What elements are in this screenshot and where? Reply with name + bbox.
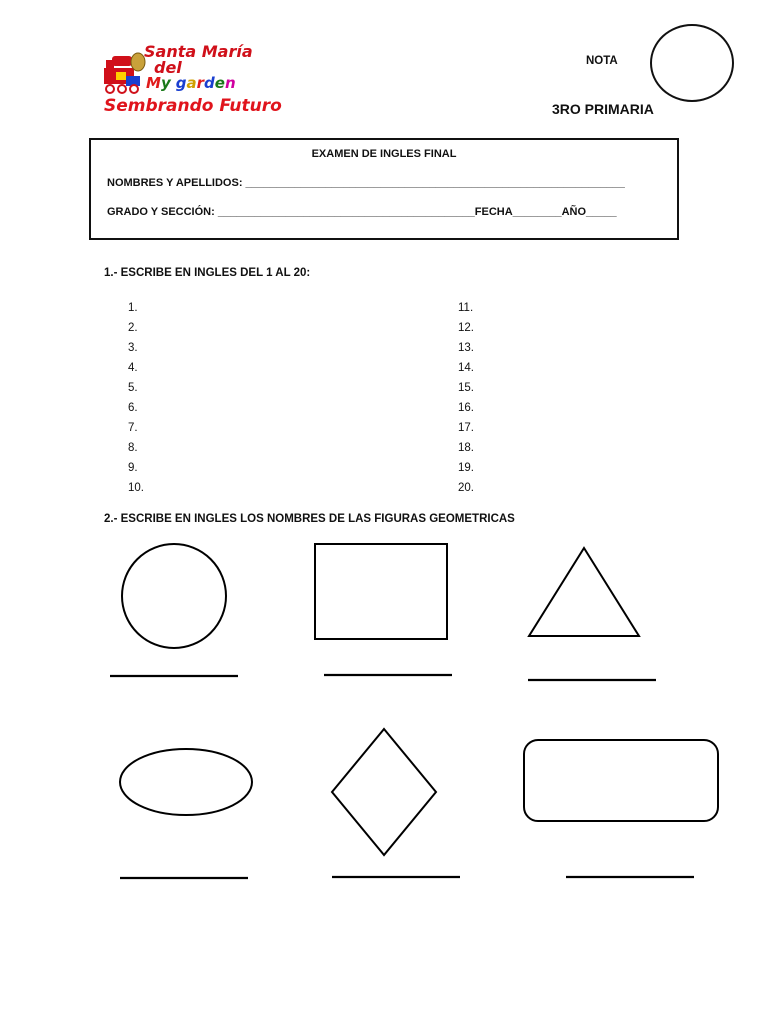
number-item: 7. bbox=[128, 422, 138, 434]
circle-figure bbox=[122, 544, 226, 648]
logo-text-line2: del bbox=[154, 58, 182, 77]
grade-level: 3RO PRIMARIA bbox=[552, 101, 654, 117]
exam-title: EXAMEN DE INGLES FINAL bbox=[311, 148, 457, 160]
rectangle-figure bbox=[315, 544, 447, 639]
number-item: 3. bbox=[128, 342, 138, 354]
number-item: 16. bbox=[458, 402, 474, 414]
triangle-figure bbox=[529, 548, 639, 636]
logo-text-my-garden: My garden bbox=[146, 74, 236, 92]
number-item: 2. bbox=[128, 322, 138, 334]
number-item: 11. bbox=[458, 302, 474, 314]
number-item: 20. bbox=[458, 482, 474, 494]
number-item: 5. bbox=[128, 382, 138, 394]
nota-label: NOTA bbox=[586, 55, 618, 67]
number-item: 15. bbox=[458, 382, 474, 394]
numbers-list-right bbox=[458, 298, 474, 498]
school-logo bbox=[100, 42, 282, 122]
number-item: 4. bbox=[128, 362, 138, 374]
number-item: 10. bbox=[128, 482, 144, 494]
question-1-title: 1.- ESCRIBE EN INGLES DEL 1 AL 20: bbox=[104, 267, 311, 279]
grade-section-field: GRADO Y SECCIÓN: __________________________________________FECHA________AÑO_____ bbox=[107, 206, 617, 218]
nota-circle bbox=[650, 24, 734, 102]
numbers-list-left bbox=[128, 298, 144, 498]
number-item: 14. bbox=[458, 362, 474, 374]
number-item: 8. bbox=[128, 442, 138, 454]
number-item: 13. bbox=[458, 342, 474, 354]
names-field: NOMBRES Y APELLIDOS: ______________________________________________________________ bbox=[107, 177, 625, 189]
question-2-title: 2.- ESCRIBE EN INGLES LOS NOMBRES DE LAS FIGURAS GEOMETRICAS bbox=[104, 513, 515, 525]
student-info-box bbox=[89, 138, 679, 240]
number-item: 19. bbox=[458, 462, 474, 474]
train-logo-icon bbox=[102, 52, 146, 98]
logo-text-line4: Sembrando Futuro bbox=[104, 96, 282, 116]
number-item: 1. bbox=[128, 302, 138, 314]
rounded-rectangle-figure bbox=[524, 740, 718, 821]
number-item: 18. bbox=[458, 442, 474, 454]
number-item: 6. bbox=[128, 402, 138, 414]
logo-text-line3 bbox=[146, 74, 236, 92]
diamond-figure bbox=[332, 729, 436, 855]
ellipse-figure bbox=[120, 749, 252, 815]
number-item: 12. bbox=[458, 322, 474, 334]
number-item: 9. bbox=[128, 462, 138, 474]
logo-text-line1: Santa María bbox=[144, 42, 253, 61]
number-item: 17. bbox=[458, 422, 474, 434]
